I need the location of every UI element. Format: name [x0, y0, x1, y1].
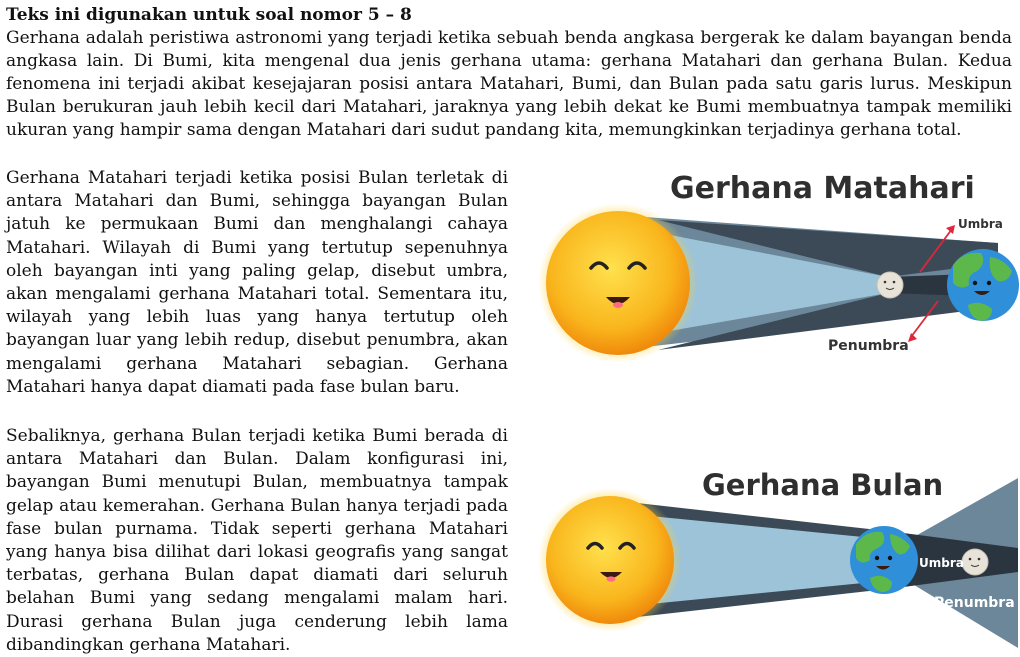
sun [546, 211, 690, 355]
intro-paragraph: Gerhana adalah peristiwa astronomi yang terjadi ketika sebuah benda angkasa bergerak ke dalam bayangan benda angkasa lain. Di Bumi, kita mengenal dua jenis gerhana utama: gerhana Matahari dan gerhana Bulan. Kedua fenomena ini terjadi akibat kesejajaran posisi antara Matahari, Bumi, dan Bulan pada satu garis lurus. Meskipun Bulan berukuran jauh lebih kecil dari Matahari, jaraknya yang lebih dekat ke Bumi membuatnya tampak memiliki ukuran yang hampir sama dengan Matahari dari sudut pandang kita, memungkinkan terjadinya gerhana total. [6, 28, 1012, 140]
lunar-umbra-label: Umbra [919, 556, 964, 570]
solar-penumbra-label: Penumbra [828, 338, 909, 354]
lunar-penumbra-label: Penumbra [934, 595, 1015, 611]
solar-eclipse-paragraph: Gerhana Matahari terjadi ketika posisi Bulan terletak di antara Matahari dan Bumi, sehingga bayangan Bulan jatuh ke permukaan Bumi dan menghalangi cahaya Matahari. Wilayah di Bumi yang tertutup sepenuhnya oleh bayangan inti yang paling gelap, disebut umbra, akan mengalami gerhana Matahari total. Sementara itu, wilayah yang lebih luas yang hanya tertutup oleh bayangan luar yang lebih redup, disebut penumbra, akan mengalami gerhana Matahari sebagian. Gerhana Matahari hanya dapat diamati pada fase bulan baru. [6, 168, 508, 397]
sun [546, 496, 674, 624]
sun-tongue [613, 302, 623, 308]
solar-eclipse-figure [528, 165, 1020, 365]
lunar-eclipse-figure [528, 460, 1020, 648]
moon [962, 549, 988, 575]
moon [877, 272, 903, 298]
solar-umbra-label: Umbra [958, 217, 1003, 231]
solar-figure-title: Gerhana Matahari [670, 171, 975, 206]
heading: Teks ini digunakan untuk soal nomor 5 – 8 [6, 5, 412, 25]
sun-tongue [607, 576, 616, 581]
lunar-figure-title: Gerhana Bulan [702, 468, 944, 502]
lunar-eclipse-paragraph: Sebaliknya, gerhana Bulan terjadi ketika Bumi berada di antara Matahari dan Bulan. Dalam konfigurasi ini, bayangan Bumi menutupi Bulan, membuatnya tampak gelap atau kemerahan. Gerhana Bulan hanya terjadi pada fase bulan purnama. Tidak seperti gerhana Matahari yang hanya bisa dilihat dari lokasi geografis yang sangat terbatas, gerhana Bulan dapat diamati dari seluruh belahan Bumi yang sedang mengalami malam hari. Durasi gerhana Bulan juga cenderung lebih lama dibandingkan gerhana Matahari. [6, 426, 508, 655]
